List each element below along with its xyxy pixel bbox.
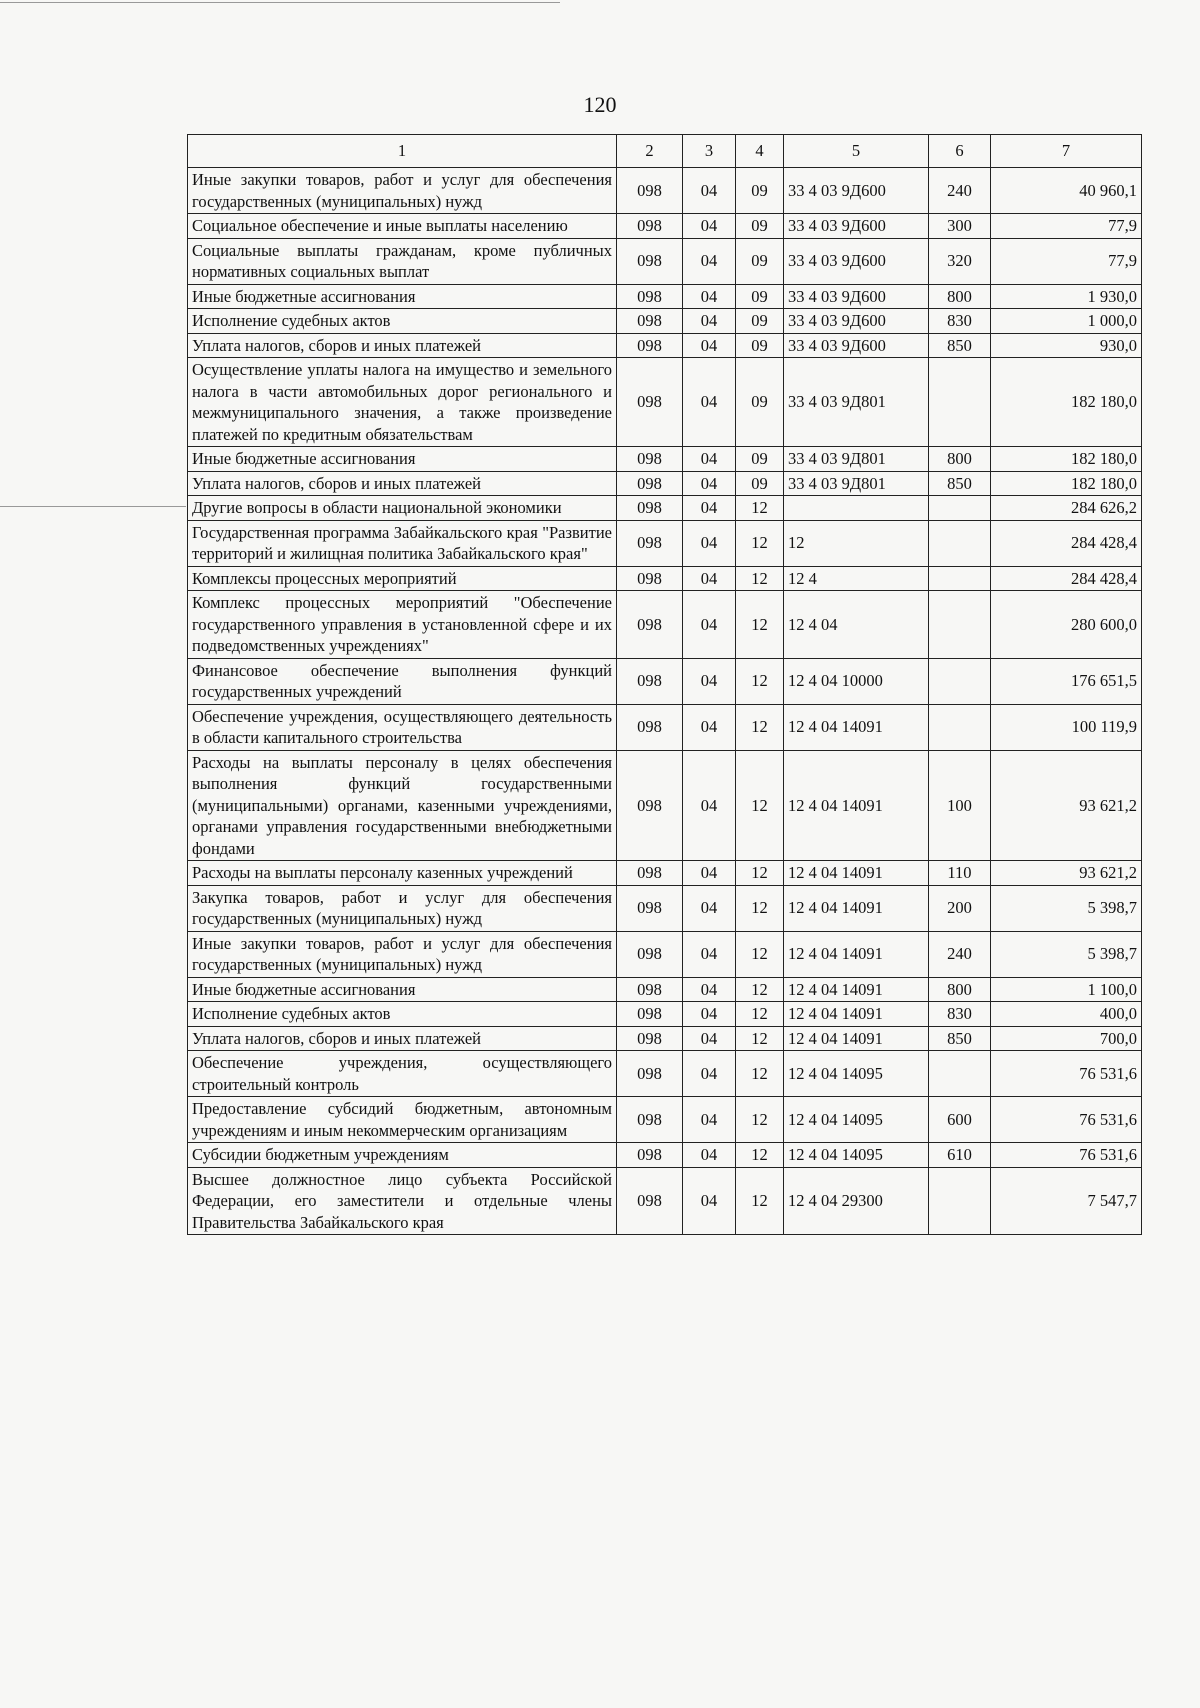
row-section: 04 xyxy=(683,704,736,750)
row-amount: 176 651,5 xyxy=(991,658,1142,704)
header-cell: 4 xyxy=(736,135,784,168)
row-amount: 930,0 xyxy=(991,333,1142,358)
row-name: Иные закупки товаров, работ и услуг для обеспечения государственных (муниципальных) нужд xyxy=(188,168,617,214)
row-section: 04 xyxy=(683,931,736,977)
row-expense-type: 800 xyxy=(929,284,991,309)
table-row xyxy=(188,861,1142,886)
table-row xyxy=(188,658,1142,704)
row-grbs: 098 xyxy=(617,496,683,521)
row-expense-type: 110 xyxy=(929,861,991,886)
row-subsection: 12 xyxy=(736,1143,784,1168)
row-expense-type: 300 xyxy=(929,214,991,239)
row-amount: 76 531,6 xyxy=(991,1051,1142,1097)
table-row xyxy=(188,704,1142,750)
row-amount: 284 626,2 xyxy=(991,496,1142,521)
row-target-code xyxy=(784,496,929,521)
row-target-code: 33 4 03 9Д801 xyxy=(784,447,929,472)
row-expense-type xyxy=(929,520,991,566)
row-grbs: 098 xyxy=(617,1143,683,1168)
table-row xyxy=(188,333,1142,358)
row-name: Комплекс процессных мероприятий "Обеспечение государственного управления в установленной сфере и их подведомственных учреждениях" xyxy=(188,591,617,659)
table-row xyxy=(188,977,1142,1002)
row-grbs: 098 xyxy=(617,447,683,472)
row-name: Социальные выплаты гражданам, кроме публичных нормативных социальных выплат xyxy=(188,238,617,284)
row-section: 04 xyxy=(683,750,736,861)
table-row xyxy=(188,750,1142,861)
row-target-code: 12 4 04 14095 xyxy=(784,1097,929,1143)
row-amount: 40 960,1 xyxy=(991,168,1142,214)
row-section: 04 xyxy=(683,214,736,239)
row-name: Исполнение судебных актов xyxy=(188,309,617,334)
row-amount: 1 100,0 xyxy=(991,977,1142,1002)
row-name: Финансовое обеспечение выполнения функций государственных учреждений xyxy=(188,658,617,704)
table-row xyxy=(188,496,1142,521)
row-subsection: 09 xyxy=(736,333,784,358)
row-expense-type: 240 xyxy=(929,931,991,977)
table-row xyxy=(188,1026,1142,1051)
row-grbs: 098 xyxy=(617,861,683,886)
table-row xyxy=(188,168,1142,214)
row-section: 04 xyxy=(683,591,736,659)
row-expense-type xyxy=(929,591,991,659)
row-amount: 182 180,0 xyxy=(991,358,1142,447)
row-section: 04 xyxy=(683,861,736,886)
row-expense-type: 200 xyxy=(929,885,991,931)
row-expense-type xyxy=(929,1167,991,1235)
row-subsection: 12 xyxy=(736,704,784,750)
row-expense-type: 240 xyxy=(929,168,991,214)
table-row xyxy=(188,238,1142,284)
row-name: Расходы на выплаты персоналу в целях обеспечения выполнения функций государственными (муниципальными) органами, казенными учреждениями, органами управления государственными внебюджетными фондами xyxy=(188,750,617,861)
row-section: 04 xyxy=(683,1143,736,1168)
row-grbs: 098 xyxy=(617,1026,683,1051)
row-name: Предоставление субсидий бюджетным, автономным учреждениям и иным некоммерческим организациям xyxy=(188,1097,617,1143)
row-expense-type xyxy=(929,496,991,521)
row-grbs: 098 xyxy=(617,358,683,447)
row-subsection: 12 xyxy=(736,1002,784,1027)
budget-table xyxy=(187,134,1142,1235)
row-name: Уплата налогов, сборов и иных платежей xyxy=(188,1026,617,1051)
row-section: 04 xyxy=(683,885,736,931)
row-target-code: 12 4 04 xyxy=(784,591,929,659)
row-expense-type: 850 xyxy=(929,1026,991,1051)
row-expense-type: 320 xyxy=(929,238,991,284)
row-amount: 182 180,0 xyxy=(991,447,1142,472)
table-row xyxy=(188,1167,1142,1235)
header-cell: 3 xyxy=(683,135,736,168)
row-name: Исполнение судебных актов xyxy=(188,1002,617,1027)
row-name: Иные закупки товаров, работ и услуг для обеспечения государственных (муниципальных) нужд xyxy=(188,931,617,977)
row-name: Социальное обеспечение и иные выплаты населению xyxy=(188,214,617,239)
row-grbs: 098 xyxy=(617,520,683,566)
header-cell: 2 xyxy=(617,135,683,168)
row-name: Государственная программа Забайкальского края "Развитие территорий и жилищная политика Забайкальского края" xyxy=(188,520,617,566)
row-name: Высшее должностное лицо субъекта Российской Федерации, его заместители и отдельные члены Правительства Забайкальского края xyxy=(188,1167,617,1235)
row-expense-type: 830 xyxy=(929,1002,991,1027)
row-name: Комплексы процессных мероприятий xyxy=(188,566,617,591)
row-section: 04 xyxy=(683,1051,736,1097)
row-name: Субсидии бюджетным учреждениям xyxy=(188,1143,617,1168)
table-row xyxy=(188,358,1142,447)
row-expense-type xyxy=(929,1051,991,1097)
row-subsection: 12 xyxy=(736,1167,784,1235)
row-amount: 400,0 xyxy=(991,1002,1142,1027)
row-section: 04 xyxy=(683,1002,736,1027)
row-amount: 100 119,9 xyxy=(991,704,1142,750)
row-section: 04 xyxy=(683,1167,736,1235)
row-expense-type xyxy=(929,566,991,591)
row-grbs: 098 xyxy=(617,238,683,284)
row-amount: 77,9 xyxy=(991,238,1142,284)
row-grbs: 098 xyxy=(617,1002,683,1027)
table-body xyxy=(188,168,1142,1235)
row-target-code: 33 4 03 9Д600 xyxy=(784,309,929,334)
row-grbs: 098 xyxy=(617,591,683,659)
row-section: 04 xyxy=(683,496,736,521)
row-amount: 1 000,0 xyxy=(991,309,1142,334)
row-amount: 700,0 xyxy=(991,1026,1142,1051)
row-amount: 284 428,4 xyxy=(991,566,1142,591)
row-subsection: 09 xyxy=(736,284,784,309)
row-target-code: 12 xyxy=(784,520,929,566)
row-subsection: 09 xyxy=(736,309,784,334)
row-subsection: 12 xyxy=(736,591,784,659)
header-cell: 6 xyxy=(929,135,991,168)
row-section: 04 xyxy=(683,284,736,309)
table-header-row xyxy=(188,135,1142,168)
scan-artifact-top xyxy=(0,2,560,3)
row-grbs: 098 xyxy=(617,566,683,591)
row-target-code: 12 4 xyxy=(784,566,929,591)
row-section: 04 xyxy=(683,520,736,566)
row-target-code: 12 4 04 14095 xyxy=(784,1143,929,1168)
row-grbs: 098 xyxy=(617,977,683,1002)
table-row xyxy=(188,520,1142,566)
row-target-code: 12 4 04 10000 xyxy=(784,658,929,704)
row-expense-type: 800 xyxy=(929,447,991,472)
row-target-code: 33 4 03 9Д801 xyxy=(784,358,929,447)
row-subsection: 09 xyxy=(736,358,784,447)
row-target-code: 12 4 04 14091 xyxy=(784,750,929,861)
row-grbs: 098 xyxy=(617,658,683,704)
table-row xyxy=(188,885,1142,931)
row-grbs: 098 xyxy=(617,471,683,496)
row-target-code: 33 4 03 9Д600 xyxy=(784,238,929,284)
table-row xyxy=(188,566,1142,591)
row-subsection: 09 xyxy=(736,238,784,284)
row-amount: 5 398,7 xyxy=(991,931,1142,977)
header-cell: 7 xyxy=(991,135,1142,168)
row-target-code: 12 4 04 14091 xyxy=(784,704,929,750)
row-section: 04 xyxy=(683,658,736,704)
row-subsection: 12 xyxy=(736,658,784,704)
row-name: Уплата налогов, сборов и иных платежей xyxy=(188,471,617,496)
page-number: 120 xyxy=(583,92,617,117)
row-name: Закупка товаров, работ и услуг для обеспечения государственных (муниципальных) нужд xyxy=(188,885,617,931)
row-expense-type: 800 xyxy=(929,977,991,1002)
row-name: Иные бюджетные ассигнования xyxy=(188,977,617,1002)
row-section: 04 xyxy=(683,1097,736,1143)
row-target-code: 12 4 04 14091 xyxy=(784,931,929,977)
row-subsection: 12 xyxy=(736,496,784,521)
table-row xyxy=(188,1002,1142,1027)
row-grbs: 098 xyxy=(617,704,683,750)
row-subsection: 12 xyxy=(736,750,784,861)
row-section: 04 xyxy=(683,977,736,1002)
row-target-code: 12 4 04 14091 xyxy=(784,885,929,931)
row-name: Осуществление уплаты налога на имущество и земельного налога в части автомобильных дорог регионального и межмуниципального значения, а также произведение платежей по кредитным обязательствам xyxy=(188,358,617,447)
row-amount: 284 428,4 xyxy=(991,520,1142,566)
row-expense-type: 600 xyxy=(929,1097,991,1143)
row-name: Расходы на выплаты персоналу казенных учреждений xyxy=(188,861,617,886)
row-target-code: 12 4 04 29300 xyxy=(784,1167,929,1235)
row-expense-type: 100 xyxy=(929,750,991,861)
row-expense-type xyxy=(929,704,991,750)
table-row xyxy=(188,591,1142,659)
row-target-code: 12 4 04 14091 xyxy=(784,861,929,886)
row-name: Обеспечение учреждения, осуществляющего строительный контроль xyxy=(188,1051,617,1097)
row-name: Иные бюджетные ассигнования xyxy=(188,447,617,472)
row-section: 04 xyxy=(683,566,736,591)
row-grbs: 098 xyxy=(617,1167,683,1235)
row-target-code: 12 4 04 14091 xyxy=(784,977,929,1002)
row-amount: 182 180,0 xyxy=(991,471,1142,496)
row-subsection: 12 xyxy=(736,1051,784,1097)
row-grbs: 098 xyxy=(617,333,683,358)
row-target-code: 12 4 04 14091 xyxy=(784,1002,929,1027)
row-section: 04 xyxy=(683,1026,736,1051)
row-grbs: 098 xyxy=(617,885,683,931)
row-amount: 280 600,0 xyxy=(991,591,1142,659)
row-amount: 7 547,7 xyxy=(991,1167,1142,1235)
row-subsection: 09 xyxy=(736,214,784,239)
row-amount: 76 531,6 xyxy=(991,1143,1142,1168)
row-amount: 93 621,2 xyxy=(991,750,1142,861)
row-target-code: 33 4 03 9Д801 xyxy=(784,471,929,496)
row-grbs: 098 xyxy=(617,750,683,861)
row-grbs: 098 xyxy=(617,1051,683,1097)
row-name: Другие вопросы в области национальной экономики xyxy=(188,496,617,521)
row-amount: 76 531,6 xyxy=(991,1097,1142,1143)
row-amount: 1 930,0 xyxy=(991,284,1142,309)
header-cell: 1 xyxy=(188,135,617,168)
row-section: 04 xyxy=(683,447,736,472)
row-grbs: 098 xyxy=(617,214,683,239)
row-amount: 93 621,2 xyxy=(991,861,1142,886)
row-grbs: 098 xyxy=(617,284,683,309)
row-grbs: 098 xyxy=(617,931,683,977)
table-row xyxy=(188,471,1142,496)
row-grbs: 098 xyxy=(617,309,683,334)
row-expense-type xyxy=(929,358,991,447)
row-target-code: 33 4 03 9Д600 xyxy=(784,333,929,358)
row-expense-type: 830 xyxy=(929,309,991,334)
row-grbs: 098 xyxy=(617,168,683,214)
row-subsection: 12 xyxy=(736,885,784,931)
row-subsection: 12 xyxy=(736,977,784,1002)
table-row xyxy=(188,1051,1142,1097)
row-target-code: 33 4 03 9Д600 xyxy=(784,284,929,309)
row-target-code: 33 4 03 9Д600 xyxy=(784,168,929,214)
row-grbs: 098 xyxy=(617,1097,683,1143)
row-section: 04 xyxy=(683,471,736,496)
row-subsection: 12 xyxy=(736,931,784,977)
table-row xyxy=(188,309,1142,334)
row-section: 04 xyxy=(683,333,736,358)
row-name: Обеспечение учреждения, осуществляющего деятельность в области капитального строительства xyxy=(188,704,617,750)
row-target-code: 12 4 04 14091 xyxy=(784,1026,929,1051)
row-subsection: 09 xyxy=(736,168,784,214)
row-expense-type: 610 xyxy=(929,1143,991,1168)
row-expense-type xyxy=(929,658,991,704)
table-row xyxy=(188,931,1142,977)
row-subsection: 09 xyxy=(736,447,784,472)
row-amount: 5 398,7 xyxy=(991,885,1142,931)
row-subsection: 12 xyxy=(736,861,784,886)
row-expense-type: 850 xyxy=(929,333,991,358)
row-subsection: 12 xyxy=(736,520,784,566)
row-name: Уплата налогов, сборов и иных платежей xyxy=(188,333,617,358)
row-section: 04 xyxy=(683,168,736,214)
row-target-code: 33 4 03 9Д600 xyxy=(784,214,929,239)
row-name: Иные бюджетные ассигнования xyxy=(188,284,617,309)
table-row xyxy=(188,214,1142,239)
scan-artifact-left xyxy=(0,506,186,507)
row-amount: 77,9 xyxy=(991,214,1142,239)
row-section: 04 xyxy=(683,238,736,284)
row-subsection: 12 xyxy=(736,1026,784,1051)
table-row xyxy=(188,1143,1142,1168)
row-subsection: 12 xyxy=(736,1097,784,1143)
header-cell: 5 xyxy=(784,135,929,168)
row-subsection: 12 xyxy=(736,566,784,591)
row-expense-type: 850 xyxy=(929,471,991,496)
row-subsection: 09 xyxy=(736,471,784,496)
row-target-code: 12 4 04 14095 xyxy=(784,1051,929,1097)
row-section: 04 xyxy=(683,358,736,447)
table-row xyxy=(188,1097,1142,1143)
table-row xyxy=(188,447,1142,472)
table-row xyxy=(188,284,1142,309)
row-section: 04 xyxy=(683,309,736,334)
